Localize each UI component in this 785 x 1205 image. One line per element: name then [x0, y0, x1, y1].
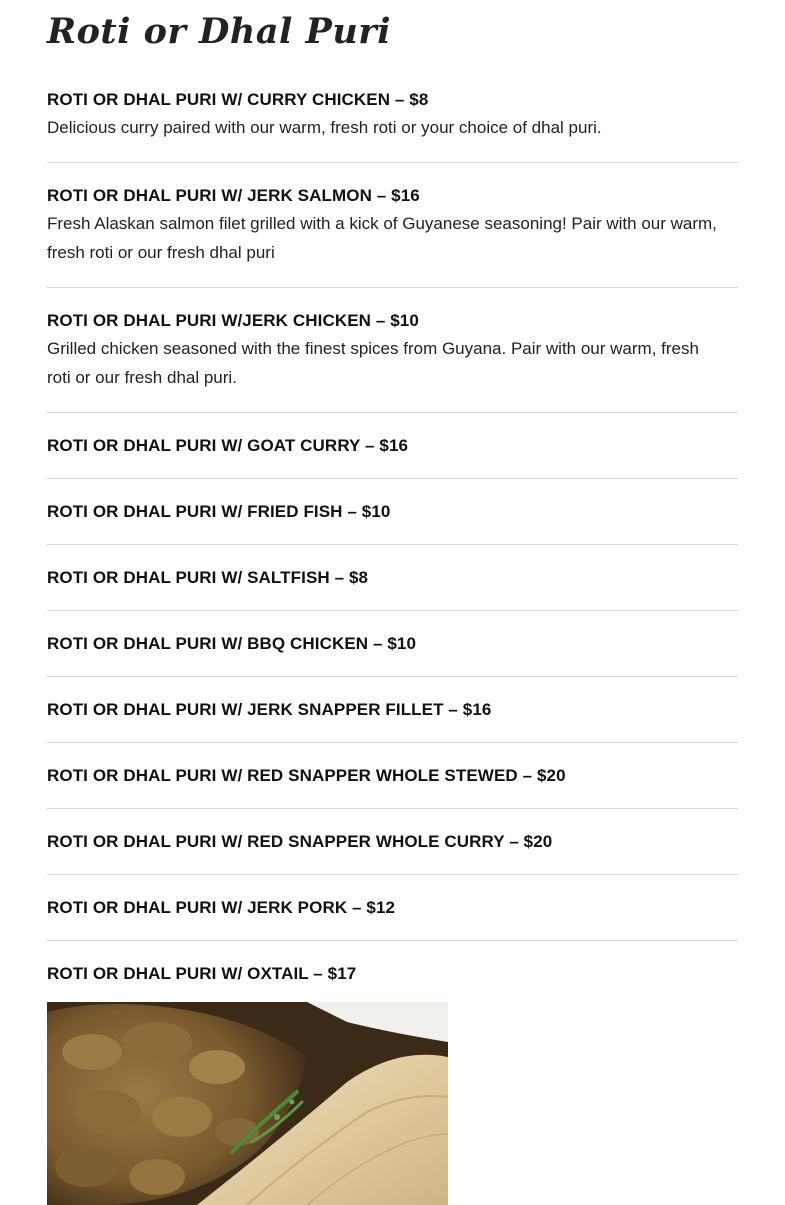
- menu-item-name: ROTI OR DHAL PURI W/ OXTAIL – $17: [47, 964, 357, 983]
- menu-item-jerk-pork: [47, 896, 738, 941]
- menu-item-description: Grilled chicken seasoned with the finest spices from Guyana. Pair with our warm, fresh roti or our fresh dhal puri.: [47, 339, 699, 387]
- menu-item-saltfish: [47, 566, 738, 611]
- menu-item-jerk-snapper-fillet: [47, 698, 738, 743]
- menu-item-curry-chicken: [47, 88, 738, 163]
- menu-item-red-snapper-curry: [47, 830, 738, 875]
- menu-list: [47, 88, 738, 986]
- menu-item-name: ROTI OR DHAL PURI W/ CURRY CHICKEN – $8: [47, 90, 429, 109]
- menu-item-name: ROTI OR DHAL PURI W/ JERK SNAPPER FILLET – $16: [47, 700, 492, 719]
- section-title: Roti or Dhal Puri: [47, 11, 392, 52]
- menu-item-name: ROTI OR DHAL PURI W/ JERK PORK – $12: [47, 898, 396, 917]
- menu-item-description: Delicious curry paired with our warm, fresh roti or your choice of dhal puri.: [47, 118, 602, 137]
- curry-chicken-roti-photo: [47, 1002, 448, 1205]
- menu-item-oxtail: [47, 962, 738, 986]
- menu-item-name: ROTI OR DHAL PURI W/ BBQ CHICKEN – $10: [47, 634, 417, 653]
- menu-item-name: ROTI OR DHAL PURI W/ GOAT CURRY – $16: [47, 436, 409, 455]
- menu-item-name: ROTI OR DHAL PURI W/ JERK SALMON – $16: [47, 186, 420, 205]
- menu-item-name: ROTI OR DHAL PURI W/JERK CHICKEN – $10: [47, 311, 419, 330]
- menu-item-name: ROTI OR DHAL PURI W/ RED SNAPPER WHOLE CURRY – $20: [47, 832, 553, 851]
- menu-item-red-snapper-stewed: [47, 764, 738, 809]
- menu-item-name: ROTI OR DHAL PURI W/ RED SNAPPER WHOLE STEWED – $20: [47, 766, 566, 785]
- menu-page: [47, 0, 738, 986]
- menu-item-goat-curry: [47, 434, 738, 479]
- dish-photo-illustration: [47, 1002, 448, 1205]
- menu-item-jerk-salmon: [47, 184, 738, 288]
- menu-item-name: ROTI OR DHAL PURI W/ FRIED FISH – $10: [47, 502, 391, 521]
- menu-item-jerk-chicken: [47, 309, 738, 413]
- menu-item-bbq-chicken: [47, 632, 738, 677]
- menu-item-fried-fish: [47, 500, 738, 545]
- menu-item-description: Fresh Alaskan salmon filet grilled with a kick of Guyanese seasoning! Pair with our warm, fresh roti or our fresh dhal puri: [47, 214, 717, 262]
- menu-item-name: ROTI OR DHAL PURI W/ SALTFISH – $8: [47, 568, 369, 587]
